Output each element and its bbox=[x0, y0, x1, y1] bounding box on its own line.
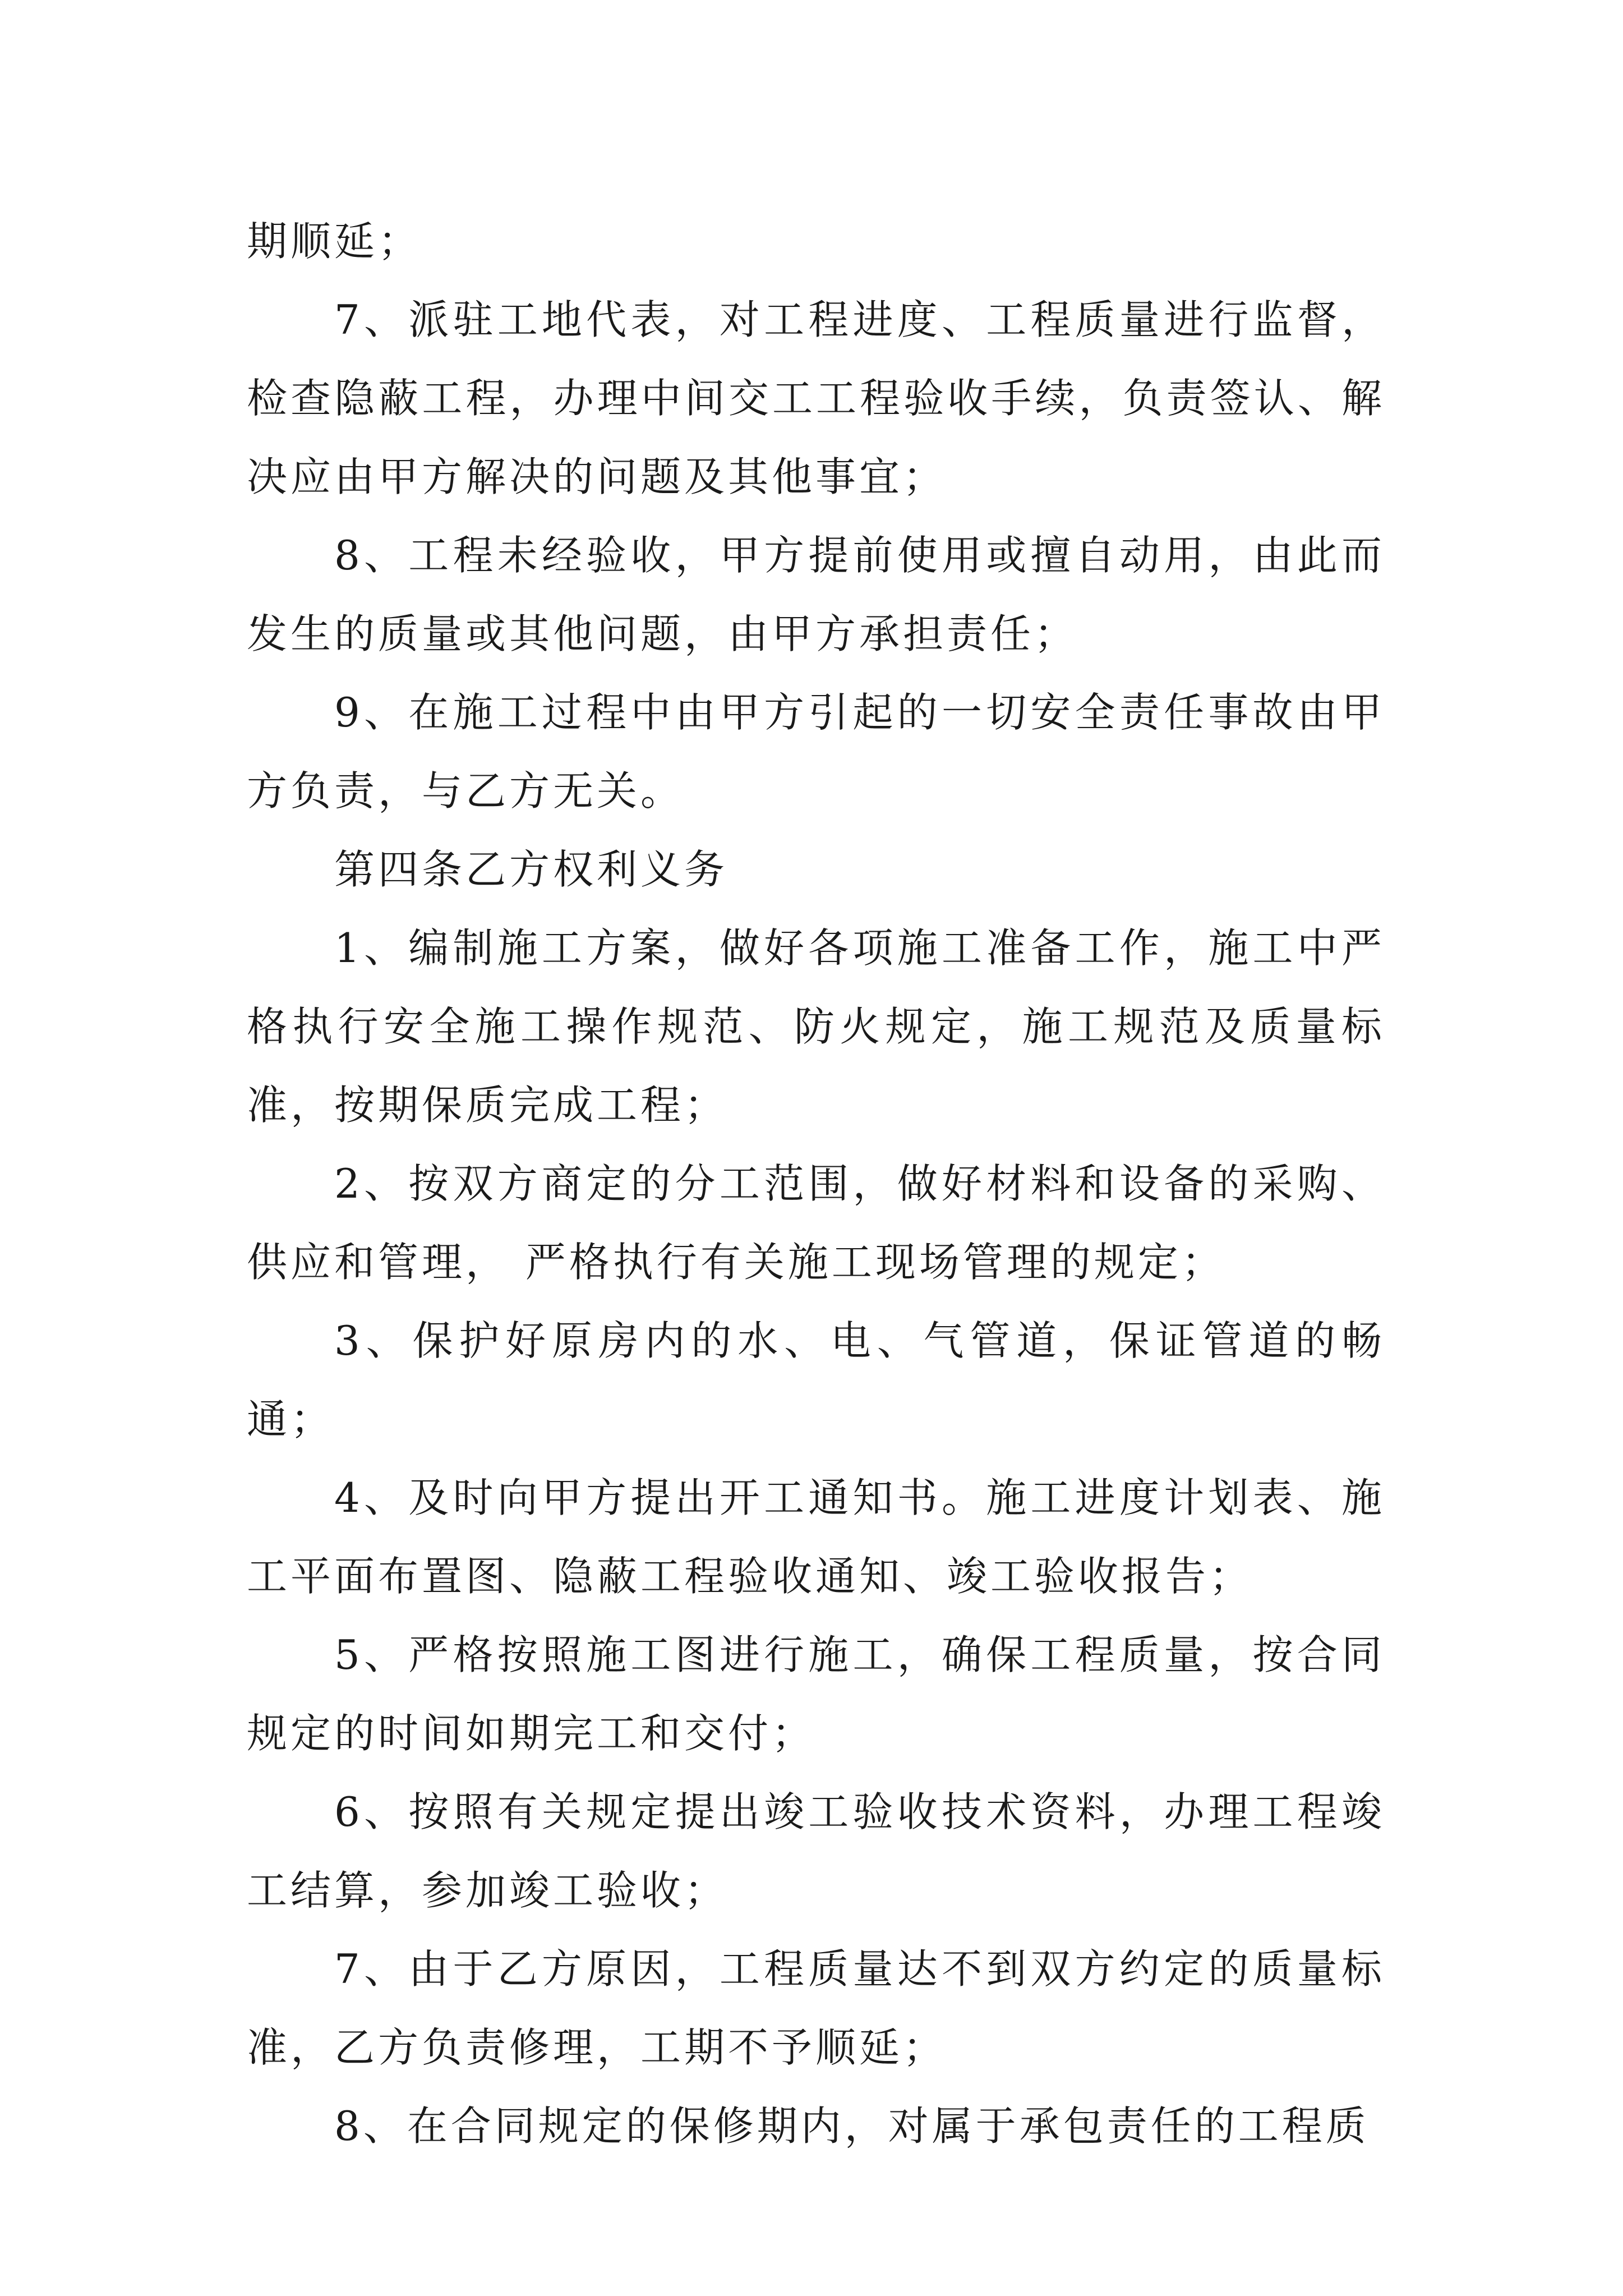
paragraph-item-3-protect-pipes: 3、保护好原房内的水、电、气管道，保证管道的畅通； bbox=[247, 1317, 1385, 1443]
paragraph-item-6-completion-docs: 6、按照有关规定提出竣工验收技术资料，办理工程竣工结算，参加竣工验收； bbox=[247, 1788, 1385, 1914]
paragraph-item-8-warranty: 8、在合同规定的保修期内，对属于承包责任的工程质 bbox=[334, 2102, 1370, 2150]
paragraph-item-7-site-representative: 7、派驻工地代表，对工程进度、工程质量进行监督，检查隐蔽工程，办理中间交工工程验收手续，负责签认、解决应由甲方解决的问题及其他事宜； bbox=[247, 296, 1385, 500]
paragraph-item-4-start-notice: 4、及时向甲方提出开工通知书。施工进度计划表、施工平面布置图、隐蔽工程验收通知、竣工验收报告； bbox=[247, 1474, 1385, 1600]
paragraph-item-7-quality-repair: 7、由于乙方原因，工程质量达不到双方约定的质量标准，乙方负责修理，工期不予顺延； bbox=[247, 1945, 1385, 2071]
paragraph-item-8-early-use: 8、工程未经验收，甲方提前使用或擅自动用，由此而发生的质量或其他问题，由甲方承担责任； bbox=[247, 532, 1385, 657]
paragraph-continuation: 期顺延； bbox=[247, 218, 422, 265]
section-heading-article-4: 第四条乙方权利义务 bbox=[334, 846, 728, 893]
document-body bbox=[247, 202, 1385, 2165]
paragraph-item-5-follow-drawings: 5、严格按照施工图进行施工，确保工程质量，按合同规定的时间如期完工和交付； bbox=[247, 1631, 1385, 1757]
paragraph-item-1-construction-plan: 1、编制施工方案，做好各项施工准备工作，施工中严格执行安全施工操作规范、防火规定，施工规范及质量标准，按期保质完成工程； bbox=[247, 924, 1385, 1129]
paragraph-item-2-materials-procurement: 2、按双方商定的分工范围，做好材料和设备的采购、供应和管理， 严格执行有关施工现场管理的规定； bbox=[247, 1160, 1385, 1286]
paragraph-item-9-safety-liability: 9、在施工过程中由甲方引起的一切安全责任事故由甲方负责，与乙方无关。 bbox=[247, 689, 1385, 815]
